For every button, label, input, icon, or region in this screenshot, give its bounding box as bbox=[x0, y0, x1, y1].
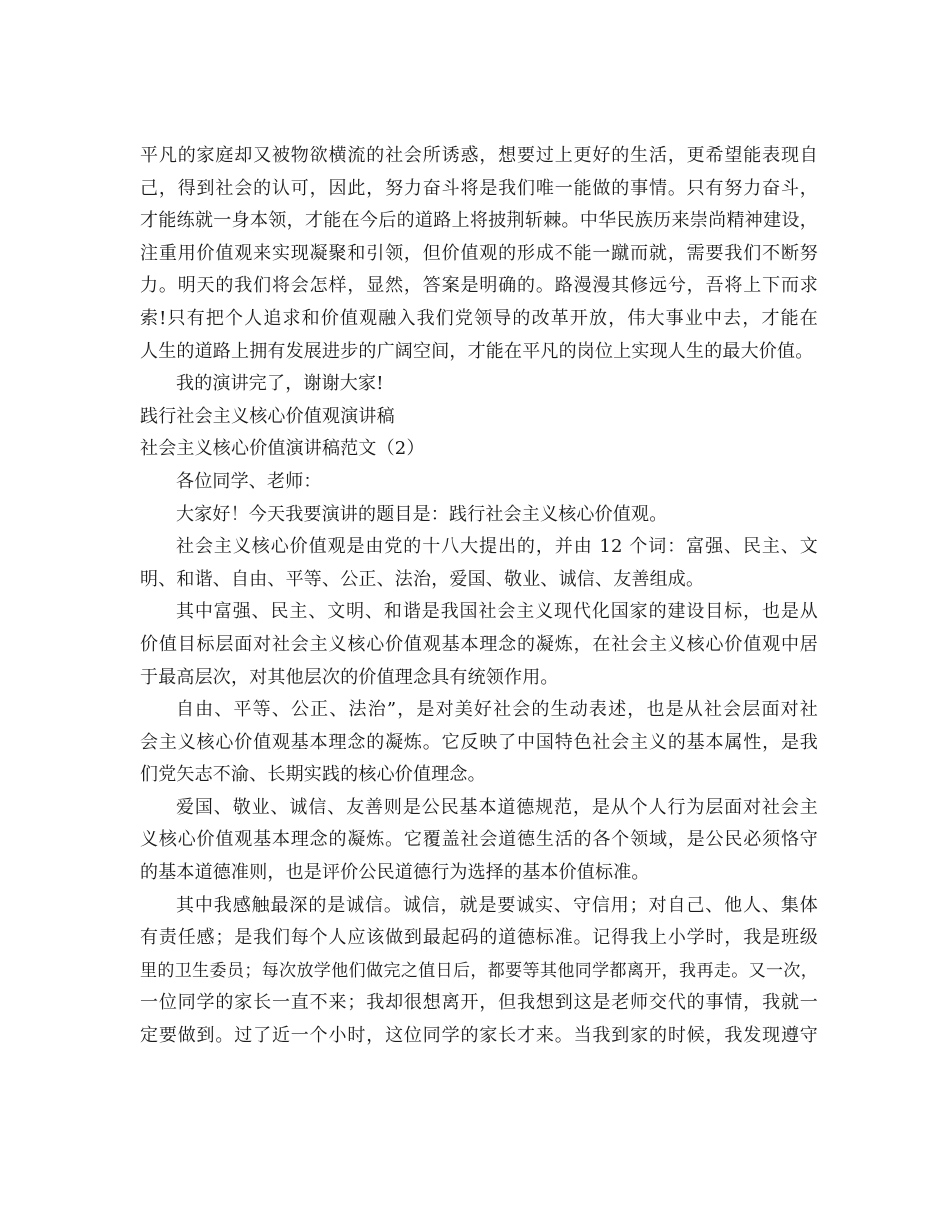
text-line: 爱国、敬业、诚信、友善则是公民基本道德规范，是从个人行为层面对社会主 bbox=[176, 796, 818, 818]
text-line: 力。明天的我们将会怎样，显然，答案是明确的。路漫漫其修远兮，吾将上下而求 bbox=[140, 275, 818, 297]
text-line: 社会主义核心价值观是由党的十八大提出的，并由 12 个词：富强、民主、文 bbox=[176, 536, 818, 558]
document-page bbox=[140, 140, 818, 1053]
text-line: 自由、平等、公正、法治”，是对美好社会的生动表述，也是从社会层面对社 bbox=[176, 699, 818, 721]
text-line: 们党矢志不渝、长期实践的核心价值理念。 bbox=[140, 764, 486, 786]
text-line: 有责任感；是我们每个人应该做到最起码的道德标准。记得我上小学时，我是班级 bbox=[140, 927, 818, 949]
text-line: 会主义核心价值观基本理念的凝炼。它反映了中国特色社会主义的基本属性，是我 bbox=[140, 731, 818, 753]
text-line: 己，得到社会的认可，因此，努力奋斗将是我们唯一能做的事情。只有努力奋斗， bbox=[140, 177, 818, 199]
text-line: 践行社会主义核心价值观演讲稿 bbox=[140, 405, 395, 427]
text-line: 索!只有把个人追求和价值观融入我们党领导的改革开放，伟大事业中去，才能在 bbox=[140, 307, 818, 329]
text-line: 我的演讲完了，谢谢大家! bbox=[176, 373, 384, 395]
text-line: 其中富强、民主、文明、和谐是我国社会主义现代化国家的建设目标，也是从 bbox=[176, 601, 818, 623]
text-line: 定要做到。过了近一个小时，这位同学的家长才来。当我到家的时候，我发现遵守 bbox=[140, 1025, 818, 1047]
text-line: 社会主义核心价值演讲稿范文（2） bbox=[140, 438, 425, 460]
text-line: 才能练就一身本领，才能在今后的道路上将披荆斩棘。中华民族历来崇尚精神建设， bbox=[140, 210, 818, 232]
text-line: 各位同学、老师： bbox=[176, 470, 322, 492]
text-line: 其中我感触最深的是诚信。诚信，就是要诚实、守信用；对自己、他人、集体 bbox=[176, 894, 818, 916]
text-line: 明、和谐、自由、平等、公正、法治，爱国、敬业、诚信、友善组成。 bbox=[140, 568, 705, 590]
text-line: 一位同学的家长一直不来；我却很想离开，但我想到这是老师交代的事情，我就一 bbox=[140, 992, 818, 1014]
text-line: 于最高层次，对其他层次的价值理念具有统领作用。 bbox=[140, 666, 559, 688]
text-line: 平凡的家庭却又被物欲横流的社会所诱惑，想要过上更好的生活，更希望能表现自 bbox=[140, 145, 818, 166]
text-line: 注重用价值观来实现凝聚和引领，但价值观的形成不能一蹴而就，需要我们不断努 bbox=[140, 242, 818, 264]
text-line: 大家好！今天我要演讲的题目是：践行社会主义核心价值观。 bbox=[176, 503, 668, 525]
text-line: 里的卫生委员；每次放学他们做完之值日后，都要等其他同学都离开，我再走。又一次， bbox=[140, 960, 818, 981]
text-line: 人生的道路上拥有发展进步的广阔空间，才能在平凡的岗位上实现人生的最大价值。 bbox=[140, 340, 814, 362]
text-line: 义核心价值观基本理念的凝炼。它覆盖社会道德生活的各个领域，是公民必须恪守 bbox=[140, 829, 818, 851]
text-line: 的基本道德准则，也是评价公民道德行为选择的基本价值标准。 bbox=[140, 862, 650, 884]
text-line: 价值目标层面对社会主义核心价值观基本理念的凝炼，在社会主义核心价值观中居 bbox=[140, 633, 818, 655]
